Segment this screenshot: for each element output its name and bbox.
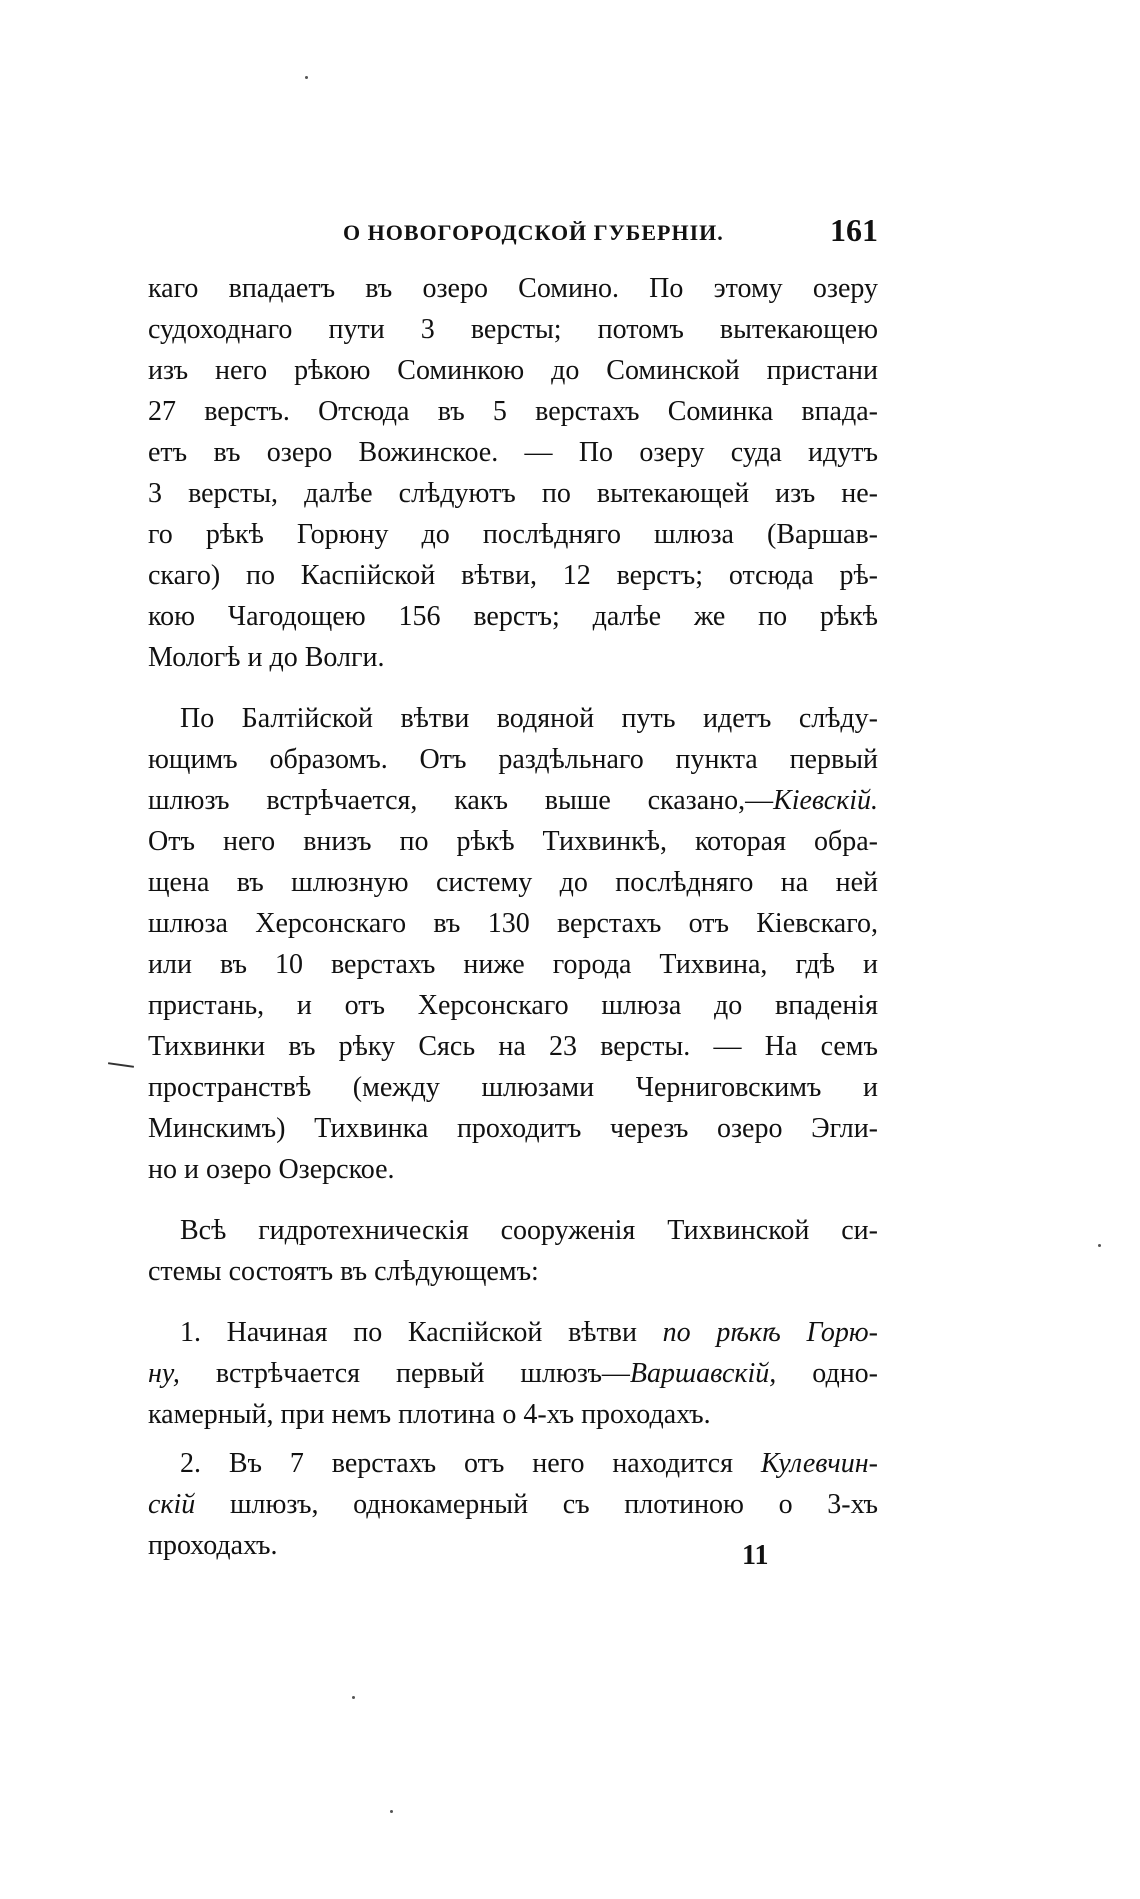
text-fragment: 2. Въ 7 верстахъ отъ него находится: [180, 1448, 761, 1479]
text-fragment: 1. Начиная по Каспійской вѣтви: [180, 1317, 663, 1348]
text-line: го рѣкѣ Горюну до послѣдняго шлюза (Варшав-: [148, 519, 878, 550]
text-line: камерный, при немъ плотина о 4-хъ проходахъ.: [148, 1399, 711, 1430]
paper-speck: [352, 1696, 355, 1699]
text-line: скаго) по Каспійской вѣтви, 12 верстъ; отсюда рѣ-: [148, 560, 878, 591]
body-text: [148, 268, 878, 1566]
paper-speck: [305, 76, 308, 79]
text-line: но и озеро Озерское.: [148, 1154, 395, 1185]
text-fragment: шлюзъ встрѣчается, какъ выше сказано,—: [148, 785, 774, 816]
text-line: Тихвинки въ рѣку Сясь на 23 версты. — На семъ: [148, 1031, 878, 1062]
text-line: ющимъ образомъ. Отъ раздѣльнаго пункта первый: [148, 744, 878, 775]
signature-mark: 11: [742, 1540, 769, 1571]
list-item-1: [148, 1312, 878, 1435]
paragraph-2: [148, 698, 878, 1190]
text-line: [148, 1210, 878, 1251]
text-line: судоходнаго пути 3 версты; потомъ вытекающею: [148, 314, 878, 345]
text-line: пристань, и отъ Херсонскаго шлюза до впаденія: [148, 990, 878, 1021]
page-number: 161: [830, 212, 878, 248]
text-line: Минскимъ) Тихвинка проходитъ черезъ озеро Эгли-: [148, 1113, 878, 1144]
text-line: [148, 1484, 878, 1525]
text-line: изъ него рѣкою Соминкою до Соминской пристани: [148, 355, 878, 386]
text-line: или въ 10 верстахъ ниже города Тихвина, гдѣ и: [148, 949, 878, 980]
text-line: шлюза Херсонскаго въ 130 верстахъ отъ Кіевскаго,: [148, 908, 878, 939]
text-line: кою Чагодощею 156 верстъ; далѣе же по рѣкѣ: [148, 601, 878, 632]
italic-term: Кіевскій.: [773, 785, 878, 816]
text-line: 27 верстъ. Отсюда въ 5 верстахъ Соминка впада-: [148, 396, 878, 427]
header-title: О НОВОГОРОДСКОЙ ГУБЕРНІИ.: [343, 220, 724, 245]
paper-speck: [390, 1810, 393, 1813]
text-line: пространствѣ (между шлюзами Черниговскимъ и: [148, 1072, 878, 1103]
text-line: 3 версты, далѣе слѣдуютъ по вытекающей изъ не-: [148, 478, 878, 509]
italic-term: Кулевчин-: [760, 1448, 878, 1479]
paragraph-3: [148, 1210, 878, 1292]
italic-term: по рѣкѣ Горю-: [662, 1317, 878, 1348]
italic-term: ну,: [148, 1358, 180, 1389]
text-line: етъ въ озеро Вожинское. — По озеру суда идутъ: [148, 437, 878, 468]
text-fragment: Всѣ гидротехническія сооруженія Тихвинской си-: [180, 1215, 878, 1246]
margin-pencil-mark: [108, 1062, 134, 1068]
text-line: каго впадаетъ въ озеро Сомино. По этому озеру: [148, 273, 878, 304]
running-header: [148, 212, 878, 256]
text-fragment: шлюзъ, однокамерный съ плотиною о 3-хъ: [195, 1489, 878, 1520]
text-line: Отъ него внизъ по рѣкѣ Тихвинкѣ, которая обра-: [148, 826, 878, 857]
list-item-2: [148, 1443, 878, 1566]
text-line: [148, 1353, 878, 1394]
text-line: Мологѣ и до Волги.: [148, 642, 385, 673]
paper-speck: [1098, 1244, 1101, 1247]
text-line: [148, 1443, 878, 1484]
paragraph-1: [148, 268, 878, 678]
text-line: стемы состоятъ въ слѣдующемъ:: [148, 1256, 539, 1287]
italic-term: Варшавскій,: [629, 1358, 777, 1389]
text-line: [148, 1312, 878, 1353]
text-line: [148, 698, 878, 739]
text-line: проходахъ.: [148, 1530, 278, 1561]
text-fragment: одно-: [776, 1358, 878, 1389]
italic-term: скій: [148, 1489, 196, 1520]
text-fragment: встрѣчается первый шлюзъ—: [179, 1358, 630, 1389]
text-line: щена въ шлюзную систему до послѣдняго на ней: [148, 867, 878, 898]
text-fragment: По Балтійской вѣтви водяной путь идетъ слѣду-: [180, 703, 878, 734]
text-line: [148, 780, 878, 821]
